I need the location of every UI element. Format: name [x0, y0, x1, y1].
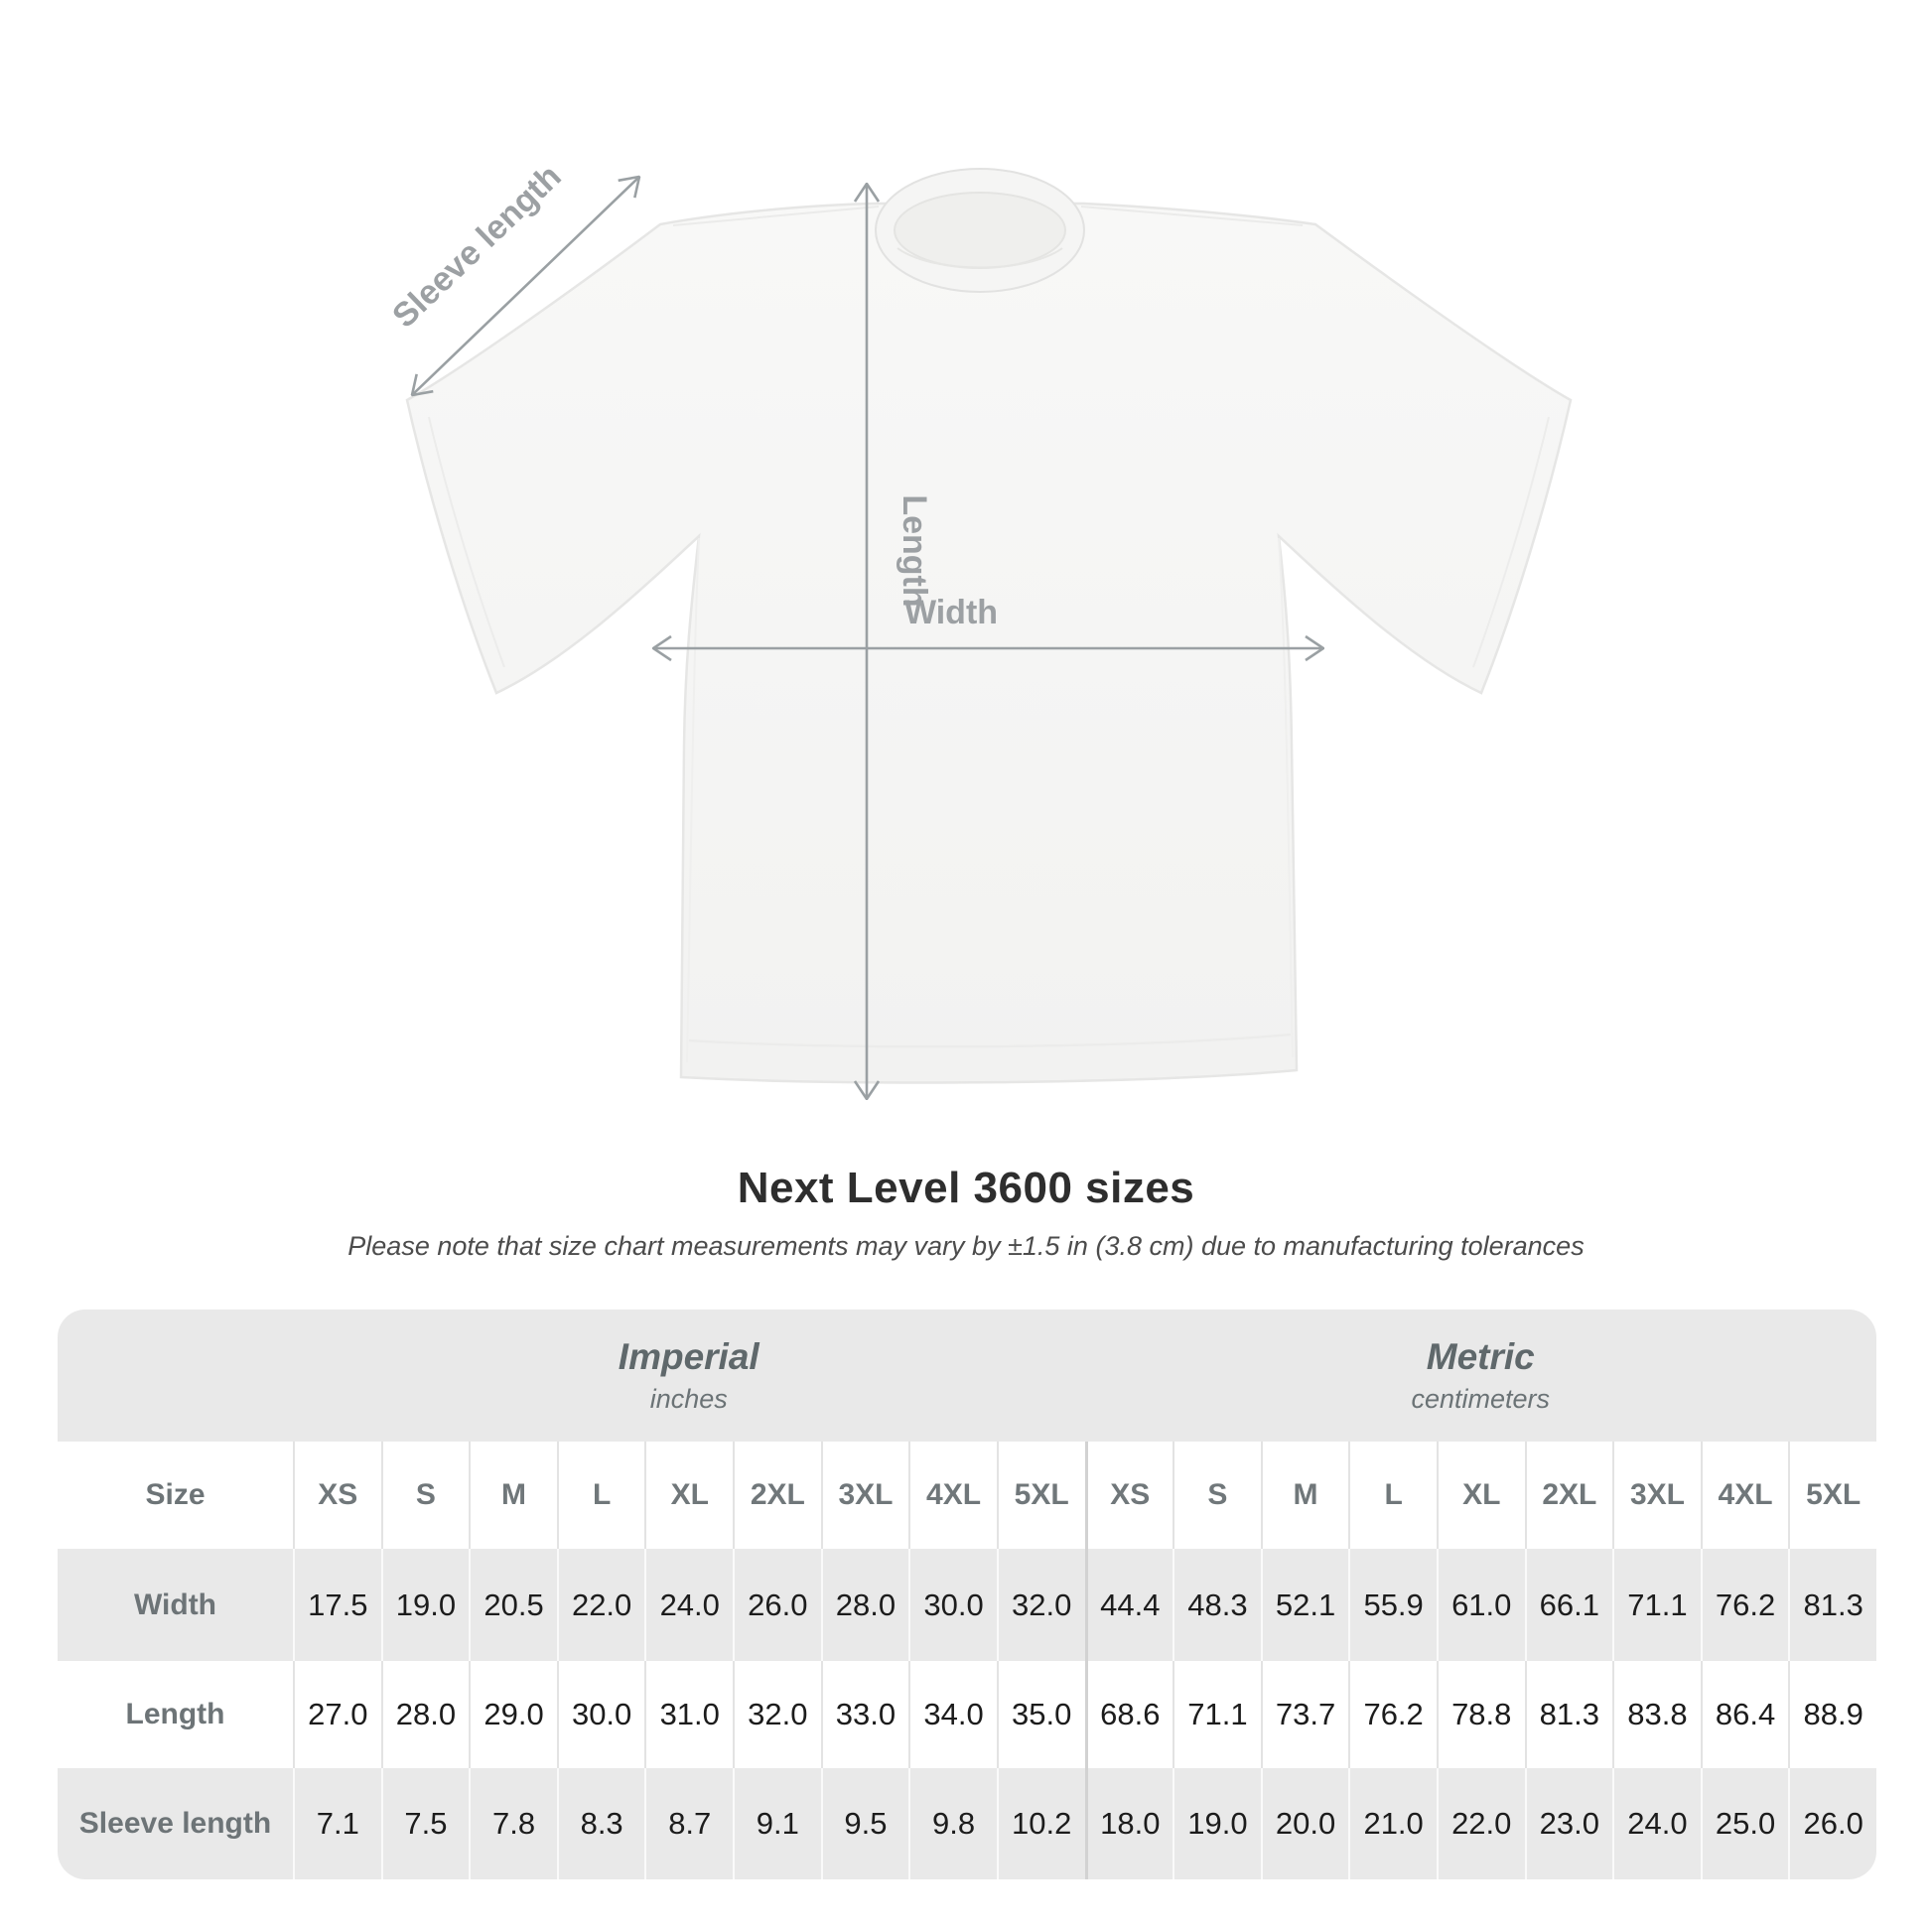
size-header-cell: S	[381, 1442, 470, 1549]
size-header-cell: 5XL	[1788, 1442, 1876, 1549]
measurement-value-cell: 35.0	[997, 1661, 1085, 1768]
length-value-cells	[293, 1661, 1876, 1768]
metric-unit-header	[1085, 1310, 1877, 1442]
measurement-value-cell: 61.0	[1437, 1549, 1525, 1661]
measurement-value-cell: 83.8	[1612, 1661, 1701, 1768]
metric-title: Metric	[1426, 1336, 1535, 1377]
size-header-cell: M	[1261, 1442, 1349, 1549]
measurement-value-cell: 73.7	[1261, 1661, 1349, 1768]
imperial-unit-header	[293, 1310, 1085, 1442]
size-header-cell: L	[1348, 1442, 1437, 1549]
measurement-value-cell: 24.0	[644, 1549, 733, 1661]
measurement-value-cell: 26.0	[1788, 1768, 1876, 1879]
measurement-value-cell: 9.5	[821, 1768, 909, 1879]
measurement-value-cell: 8.3	[557, 1768, 645, 1879]
size-header-cell: 3XL	[1612, 1442, 1701, 1549]
size-header-cell: 4XL	[1701, 1442, 1789, 1549]
measurement-value-cell: 32.0	[733, 1661, 821, 1768]
measurement-value-cell: 28.0	[381, 1661, 470, 1768]
measurement-value-cell: 86.4	[1701, 1661, 1789, 1768]
measurement-value-cell: 81.3	[1788, 1549, 1876, 1661]
measurement-value-cell: 32.0	[997, 1549, 1085, 1661]
size-header-cell: M	[469, 1442, 557, 1549]
measurement-value-cell: 20.5	[469, 1549, 557, 1661]
measurement-value-cell: 33.0	[821, 1661, 909, 1768]
measurement-value-cell: 78.8	[1437, 1661, 1525, 1768]
measurement-value-cell: 27.0	[293, 1661, 381, 1768]
measurement-value-cell: 7.8	[469, 1768, 557, 1879]
measurement-value-cell: 30.0	[557, 1661, 645, 1768]
measurement-value-cell: 44.4	[1085, 1549, 1173, 1661]
sleeve-length-value-cells	[293, 1768, 1876, 1879]
measurement-value-cell: 76.2	[1701, 1549, 1789, 1661]
measurement-value-cell: 17.5	[293, 1549, 381, 1661]
measurement-value-cell: 8.7	[644, 1768, 733, 1879]
table-row-sleeve-length	[58, 1768, 1876, 1879]
width-value-cells	[293, 1549, 1876, 1661]
measurement-value-cell: 31.0	[644, 1661, 733, 1768]
size-header-cell: 3XL	[821, 1442, 909, 1549]
measurement-value-cell: 18.0	[1085, 1768, 1173, 1879]
measurement-value-cell: 81.3	[1525, 1661, 1613, 1768]
measurement-value-cell: 48.3	[1173, 1549, 1261, 1661]
size-header-cell: L	[557, 1442, 645, 1549]
metric-unit-label: centimeters	[1411, 1384, 1551, 1414]
measurement-value-cell: 71.1	[1173, 1661, 1261, 1768]
size-column-header: Size	[145, 1478, 206, 1511]
size-header-cell: S	[1173, 1442, 1261, 1549]
measurement-value-cell: 88.9	[1788, 1661, 1876, 1768]
measurement-value-cell: 22.0	[1437, 1768, 1525, 1879]
unit-header-band	[58, 1310, 1876, 1442]
size-header-cell: XS	[293, 1442, 381, 1549]
measurement-value-cell: 52.1	[1261, 1549, 1349, 1661]
size-header-cell: XS	[1085, 1442, 1173, 1549]
size-header-cell: XL	[1437, 1442, 1525, 1549]
measurement-value-cell: 34.0	[908, 1661, 997, 1768]
size-header-cell: 2XL	[1525, 1442, 1613, 1549]
measurement-value-cell: 76.2	[1348, 1661, 1437, 1768]
size-header-cell: 2XL	[733, 1442, 821, 1549]
tshirt-measurement-diagram	[298, 109, 1638, 1152]
size-header-cell: XL	[644, 1442, 733, 1549]
measurement-value-cell: 29.0	[469, 1661, 557, 1768]
width-label: Width	[903, 594, 999, 631]
measurement-value-cell: 25.0	[1701, 1768, 1789, 1879]
measurement-value-cell: 19.0	[381, 1549, 470, 1661]
measurement-value-cell: 71.1	[1612, 1549, 1701, 1661]
page-title: Next Level 3600 sizes	[737, 1164, 1195, 1212]
row-label-length: Length	[125, 1698, 225, 1730]
table-row-width	[58, 1549, 1876, 1661]
size-chart-table	[58, 1310, 1876, 1879]
measurement-value-cell: 7.1	[293, 1768, 381, 1879]
sleeve-length-label: Sleeve length	[385, 157, 569, 336]
measurement-value-cell: 22.0	[557, 1549, 645, 1661]
imperial-unit-label: inches	[649, 1384, 728, 1414]
size-header-cell: 4XL	[908, 1442, 997, 1549]
row-label-sleeve-length: Sleeve length	[78, 1807, 272, 1840]
measurement-value-cell: 26.0	[733, 1549, 821, 1661]
size-header-cells	[293, 1442, 1876, 1549]
measurement-value-cell: 21.0	[1348, 1768, 1437, 1879]
collar-inner	[895, 193, 1065, 268]
measurement-value-cell: 55.9	[1348, 1549, 1437, 1661]
measurement-value-cell: 9.8	[908, 1768, 997, 1879]
measurement-value-cell: 66.1	[1525, 1549, 1613, 1661]
length-label: Length	[896, 494, 933, 608]
measurement-value-cell: 68.6	[1085, 1661, 1173, 1768]
measurement-value-cell: 10.2	[997, 1768, 1085, 1879]
measurement-value-cell: 20.0	[1261, 1768, 1349, 1879]
size-header-row	[58, 1442, 1876, 1549]
table-row-length	[58, 1661, 1876, 1768]
measurement-value-cell: 24.0	[1612, 1768, 1701, 1879]
tolerance-note: Please note that size chart measurements may vary by ±1.5 in (3.8 cm) due to manufacturing tolerances	[347, 1231, 1585, 1261]
measurement-value-cell: 19.0	[1173, 1768, 1261, 1879]
size-header-cell: 5XL	[997, 1442, 1085, 1549]
row-label-width: Width	[133, 1587, 217, 1621]
measurement-value-cell: 7.5	[381, 1768, 470, 1879]
measurement-value-cell: 23.0	[1525, 1768, 1613, 1879]
imperial-title: Imperial	[618, 1336, 759, 1377]
measurement-value-cell: 30.0	[908, 1549, 997, 1661]
measurement-value-cell: 9.1	[733, 1768, 821, 1879]
measurement-value-cell: 28.0	[821, 1549, 909, 1661]
